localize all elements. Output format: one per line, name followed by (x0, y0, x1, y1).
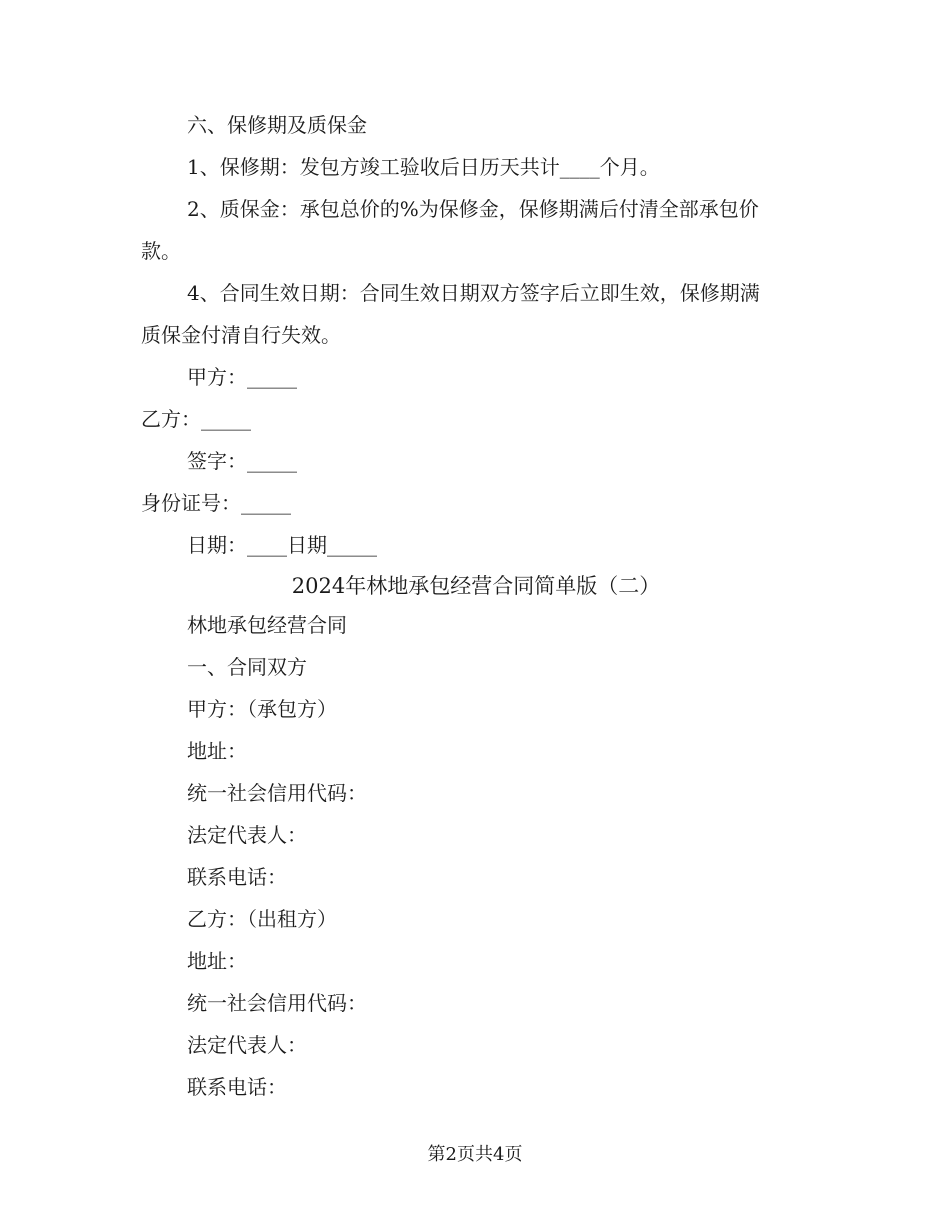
party-b-signature-line: 乙方：_____ (141, 407, 251, 431)
clause-warranty-period: 1、保修期：发包方竣工验收后日历天共计____个月。 (187, 155, 660, 179)
party-b-address: 地址： (187, 949, 247, 973)
signature-line: 签字：_____ (187, 449, 297, 473)
clause-effective-line1: 4、合同生效日期：合同生效日期双方签字后立即生效，保修期满 (187, 281, 760, 305)
section-heading-warranty: 六、保修期及质保金 (187, 113, 367, 137)
clause-effective-line2: 质保金付清自行失效。 (141, 323, 341, 347)
party-a-credit-code: 统一社会信用代码： (187, 781, 367, 805)
party-a-address: 地址： (187, 739, 247, 763)
contract-subtitle: 林地承包经营合同 (187, 613, 347, 637)
party-b-credit-code: 统一社会信用代码： (187, 991, 367, 1015)
clause-retention-line1: 2、质保金：承包总价的%为保修金，保修期满后付清全部承包价 (187, 197, 759, 221)
party-b-phone: 联系电话： (187, 1075, 287, 1099)
party-a-label: 甲方：（承包方） (187, 697, 337, 721)
party-b-legal-rep: 法定代表人： (187, 1033, 307, 1057)
party-a-legal-rep: 法定代表人： (187, 823, 307, 847)
party-a-phone: 联系电话： (187, 865, 287, 889)
party-b-label: 乙方：（出租方） (187, 907, 337, 931)
document-body (141, 104, 811, 1108)
page-number: 第2页共4页 (427, 1144, 523, 1165)
section-heading-parties: 一、合同双方 (187, 655, 307, 679)
contract-title: 2024年林地承包经营合同简单版（二） (291, 574, 661, 598)
party-a-signature-line: 甲方：_____ (187, 365, 297, 389)
date-line: 日期：____日期_____ (187, 533, 377, 557)
clause-retention-line2: 款。 (141, 239, 181, 263)
id-number-line: 身份证号：_____ (141, 491, 291, 515)
